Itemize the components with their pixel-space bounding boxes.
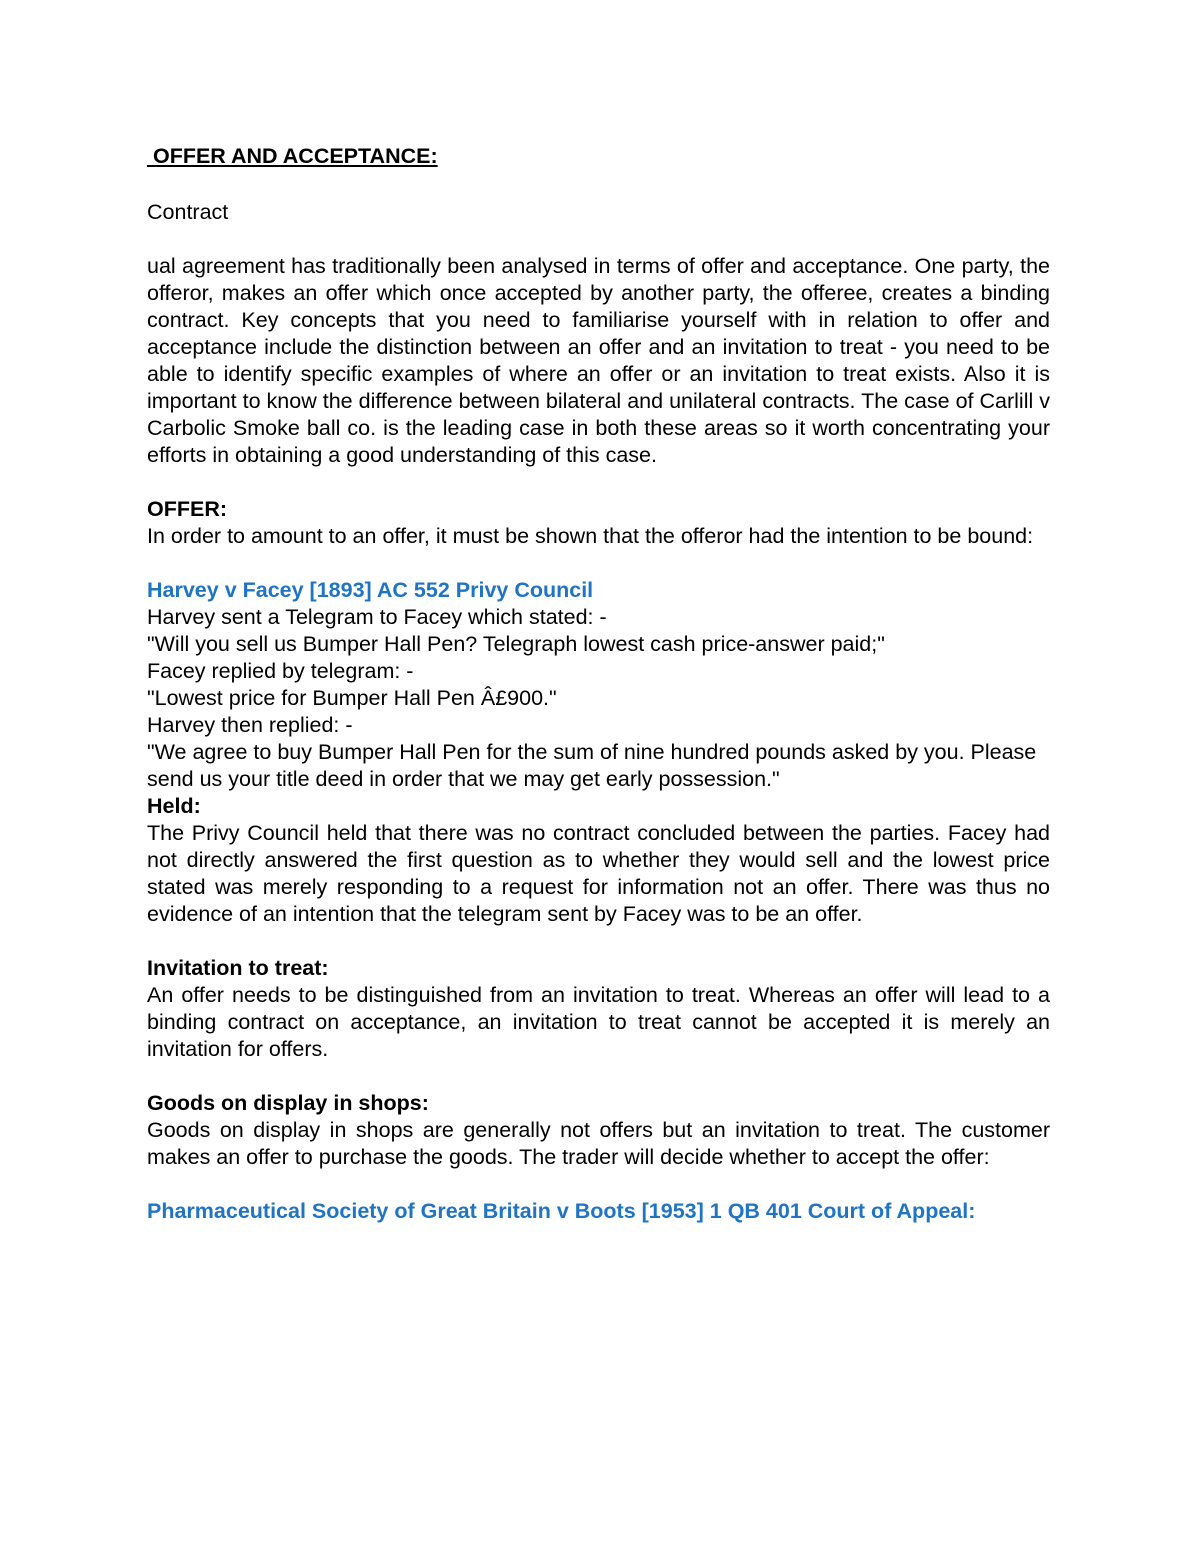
invitation-to-treat-heading: Invitation to treat: — [147, 956, 329, 980]
offer-text: In order to amount to an offer, it must be shown that the offeror had the intention to be bound: — [147, 524, 1034, 548]
spacer — [147, 550, 1050, 577]
case-heading-harvey-v-facey: Harvey v Facey [1893] AC 552 Privy Council — [147, 578, 594, 602]
case-line: Harvey sent a Telegram to Facey which stated: - — [147, 605, 607, 629]
case-line: "Will you sell us Bumper Hall Pen? Telegraph lowest cash price-answer paid;" — [147, 632, 885, 656]
intro-paragraph: ual agreement has traditionally been analysed in terms of offer and acceptance. One party, the offeror, makes an offer which once accepted by another party, the offeree, creates a binding contract. Key concepts that you need to familiarise yourself with in relation to offer and acceptance include the distinction between an offer and an invitation to treat - you need to be able to identify specific examples of where an offer or an invitation to treat exists. Also it is important to know the difference between bilateral and unilateral contracts. The case of Carlill v Carbolic Smoke ball co. is the leading case in both these areas so it worth concentrating your efforts in obtaining a good understanding of this case. — [147, 254, 1050, 467]
spacer — [147, 172, 1050, 199]
goods-on-display-text: Goods on display in shops are generally not offers but an invitation to treat. The customer makes an offer to purchase the goods. The trader will decide whether to accept the offer: — [147, 1118, 1050, 1169]
held-text: The Privy Council held that there was no contract concluded between the parties. Facey had not directly answered the first question as to whether they would sell and the lowest price stated was merely responding to a request for information not an offer. There was thus no evidence of an intention that the telegram sent by Facey was to be an offer. — [147, 821, 1050, 926]
spacer — [147, 928, 1050, 955]
spacer — [147, 1171, 1050, 1198]
document-title: OFFER AND ACCEPTANCE: — [147, 144, 438, 168]
case-line: "Lowest price for Bumper Hall Pen Â£900." — [147, 686, 557, 710]
case-heading-boots: Pharmaceutical Society of Great Britain v Boots [1953] 1 QB 401 Court of Appeal: — [147, 1199, 976, 1223]
case-line: Facey replied by telegram: - — [147, 659, 414, 683]
document-page — [147, 140, 1050, 1225]
held-heading: Held: — [147, 794, 201, 818]
intro-word: Contract — [147, 200, 229, 224]
case-line: "We agree to buy Bumper Hall Pen for the sum of nine hundred pounds asked by you. Please — [147, 740, 1037, 764]
spacer — [147, 1063, 1050, 1090]
spacer — [147, 226, 1050, 253]
case-line: send us your title deed in order that we may get early possession." — [147, 767, 780, 791]
goods-on-display-heading: Goods on display in shops: — [147, 1091, 429, 1115]
case-line: Harvey then replied: - — [147, 713, 353, 737]
invitation-to-treat-text: An offer needs to be distinguished from an invitation to treat. Whereas an offer will lead to a binding contract on acceptance, an invitation to treat cannot be accepted it is merely an invitation for offers. — [147, 983, 1050, 1061]
spacer — [147, 469, 1050, 496]
offer-heading: OFFER: — [147, 497, 228, 521]
